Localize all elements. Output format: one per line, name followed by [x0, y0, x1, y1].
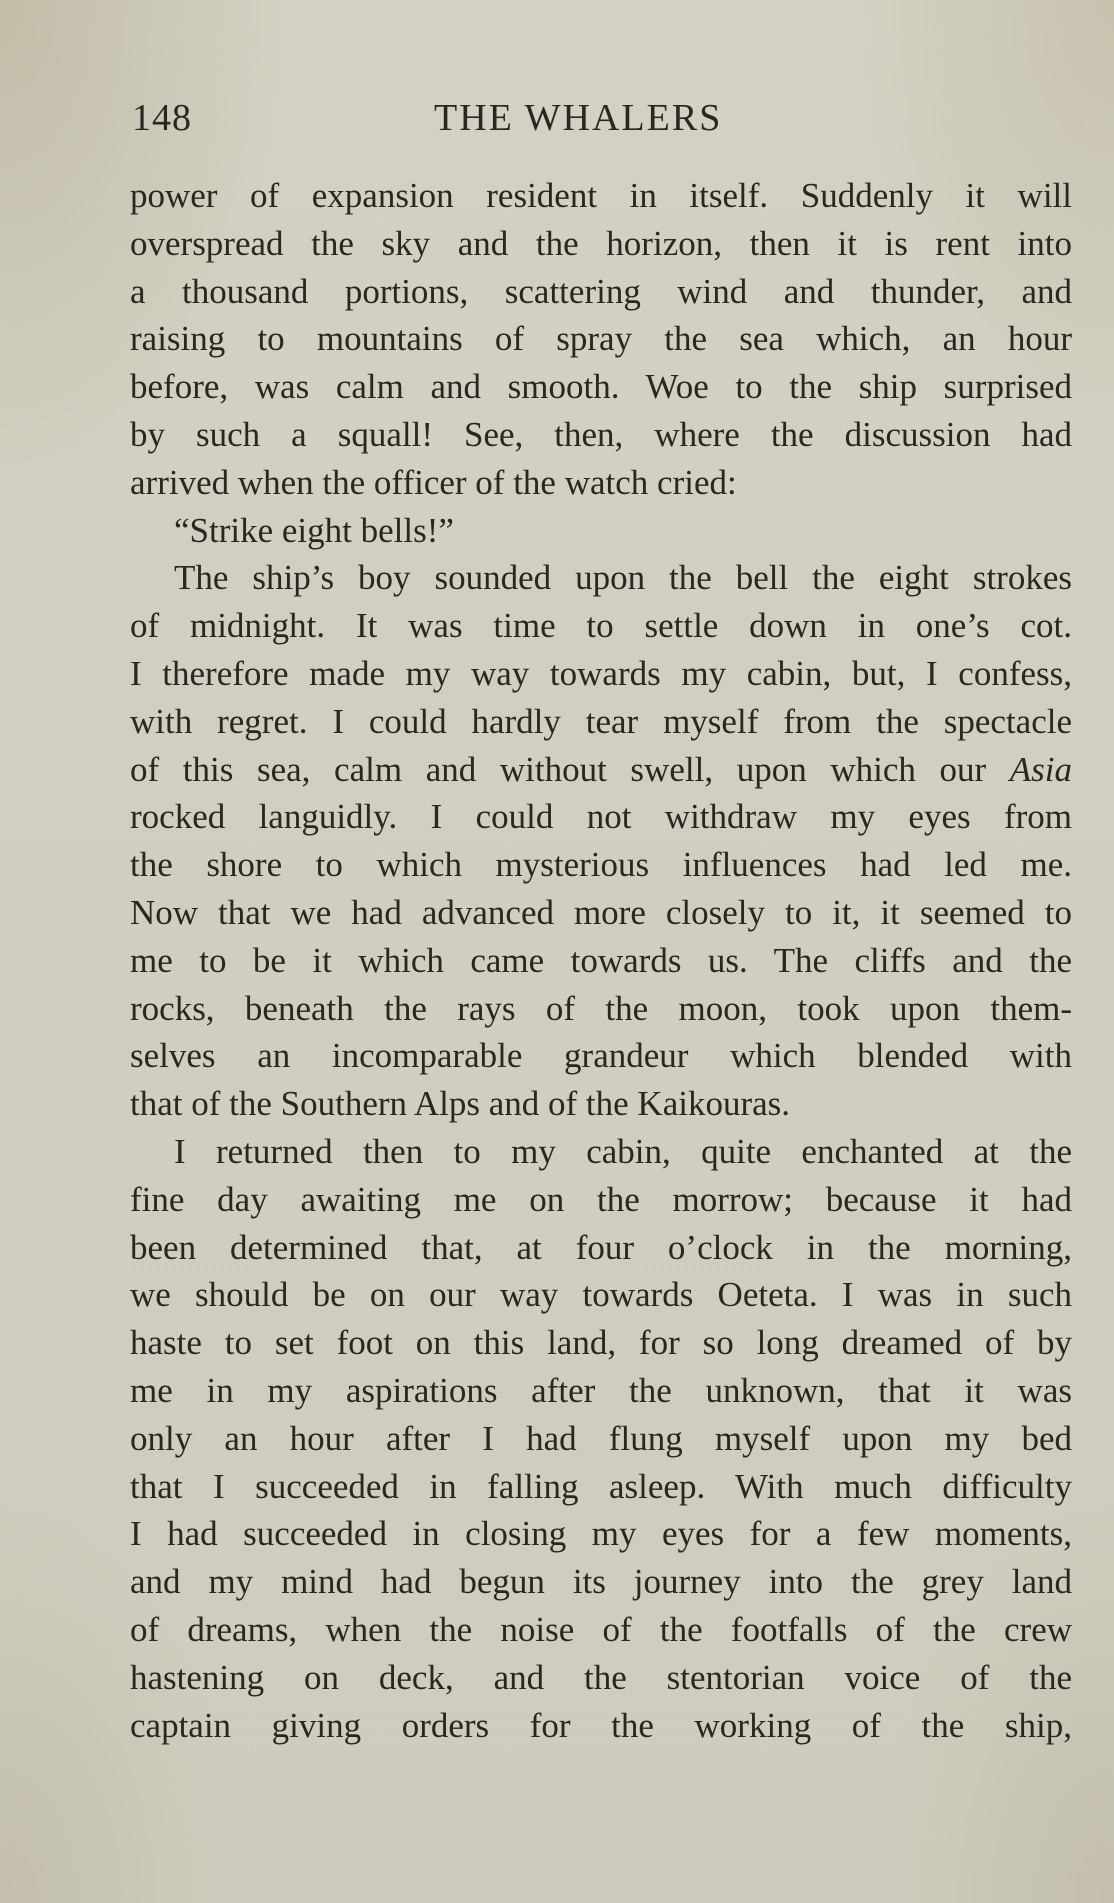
text-line: with regret. I could hardly tear myself from the spectacle [130, 701, 1072, 741]
text-line: me to be it which came towards us. The cliffs and the [130, 940, 1072, 980]
body-text [130, 172, 1072, 1749]
text-line: captain giving orders for the working of the ship, [130, 1705, 1072, 1745]
text-line: arrived when the officer of the watch cried: [130, 462, 737, 502]
text-line: haste to set foot on this land, for so long dreamed of by [130, 1323, 1072, 1363]
text-line: raising to mountains of spray the sea which, an hour [130, 319, 1072, 359]
text-line: a thousand portions, scattering wind and thunder, and [130, 271, 1072, 311]
text-line [130, 746, 1072, 794]
text-line: hastening on deck, and the stentorian voice of the [130, 1657, 1072, 1697]
text-line: “Strike eight bells!” [174, 510, 454, 550]
text-line: The ship’s boy sounded upon the bell the eight strokes [174, 558, 1072, 598]
running-head [132, 96, 1072, 152]
text-line: power of expansion resident in itself. Suddenly it will [130, 176, 1072, 215]
text-line: we should be on our way towards Oeteta. I was in such [130, 1275, 1072, 1315]
italic-ship-name: Asia [1009, 749, 1072, 789]
text-line: by such a squall! See, then, where the discussion had [130, 414, 1072, 454]
text-line: I returned then to my cabin, quite enchanted at the [174, 1131, 1072, 1171]
text-line: before, was calm and smooth. Woe to the ship surprised [130, 367, 1072, 407]
text-line: rocks, beneath the rays of the moon, took upon them- [130, 988, 1072, 1028]
text-line: and my mind had begun its journey into the grey land [130, 1562, 1072, 1602]
text-line: that I succeeded in falling asleep. With much difficulty [130, 1466, 1072, 1506]
text-line: the shore to which mysterious influences had led me. [130, 845, 1072, 885]
text-line: of midnight. It was time to settle down in one’s cot. [130, 606, 1072, 646]
text-line: overspread the sky and the horizon, then it is rent into [130, 223, 1072, 263]
text-line: only an hour after I had flung myself upon my bed [130, 1418, 1072, 1458]
text-line: me in my aspirations after the unknown, that it was [130, 1370, 1072, 1410]
text-line: that of the Southern Alps and of the Kaikouras. [130, 1084, 791, 1124]
running-title: THE WHALERS [434, 97, 723, 139]
page-number: 148 [132, 97, 192, 139]
text-line: Now that we had advanced more closely to it, it seemed to [130, 892, 1072, 932]
text-line: fine day awaiting me on the morrow; because it had [130, 1179, 1072, 1219]
text-line: I had succeeded in closing my eyes for a few moments, [130, 1514, 1072, 1554]
text-line: been determined that, at four o’clock in the morning, [130, 1227, 1072, 1267]
text-line: selves an incomparable grandeur which blended with [130, 1036, 1072, 1076]
text-line-start: of this sea, calm and without swell, upon which our [130, 749, 987, 789]
text-line: rocked languidly. I could not withdraw my eyes from [130, 797, 1072, 837]
text-line: I therefore made my way towards my cabin, but, I confess, [130, 653, 1072, 693]
text-line: of dreams, when the noise of the footfalls of the crew [130, 1609, 1072, 1649]
